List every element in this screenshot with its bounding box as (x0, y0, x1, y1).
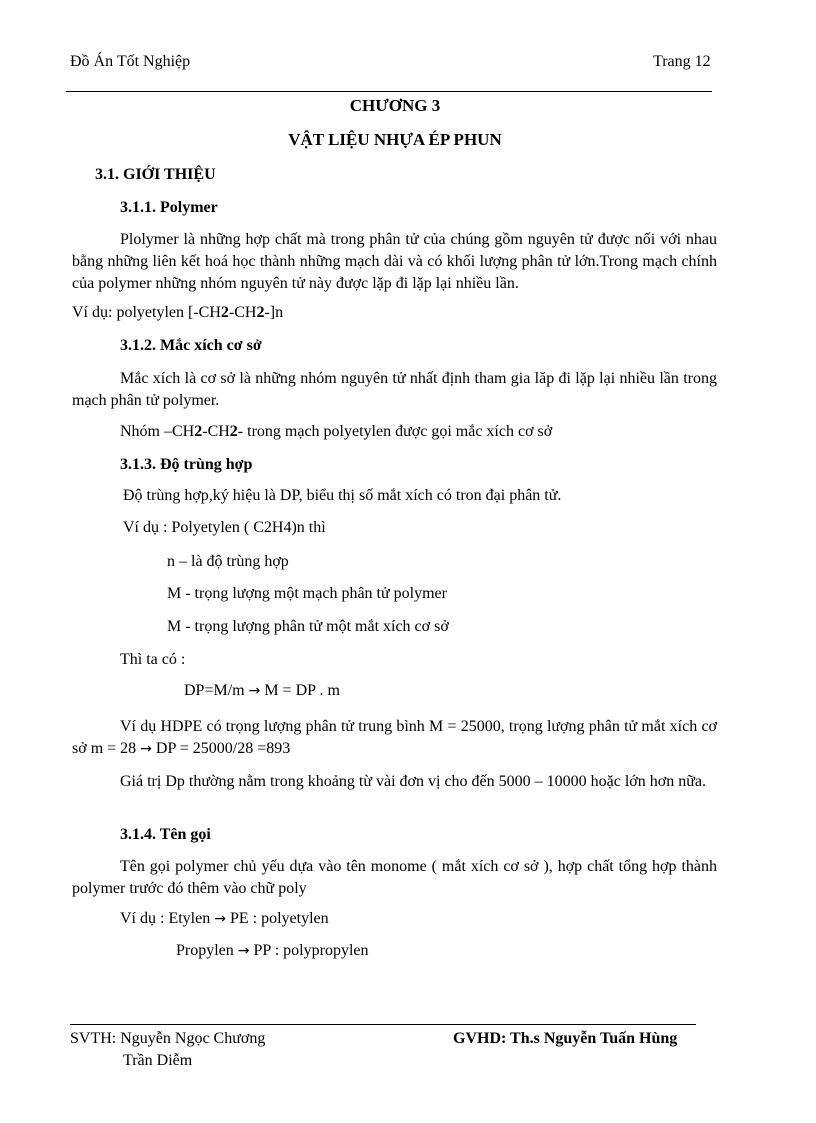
subsection-heading-polymer: 3.1.1. Polymer (120, 199, 218, 216)
footer-student-2: Trần Diễm (123, 1052, 193, 1069)
dp-range: Giá trị Dp thường nằm trong khoảng từ vài đơn vị cho đến 5000 – 10000 hoặc lớn hơn nữa. (120, 773, 706, 790)
subsection-heading-monomer: 3.1.2. Mắc xích cơ sở (120, 337, 262, 354)
subsection-heading-naming: 3.1.4. Tên gọi (120, 826, 211, 843)
dp-hdpe-example: Ví dụ HDPE có trọng lượng phân tử trung bình M = 25000, trọng lượng phân tử mắt xích cơ sở m = 28 → DP = 25000/28 =893 (72, 718, 717, 757)
monomer-definition: Mắc xích là cơ sở là những nhóm nguyên tử nhất định tham gia lăp đi lặp lại nhiều lần trong mạch phân tử polymer. (72, 370, 717, 409)
footer-rule (70, 1024, 696, 1025)
naming-definition: Tên gọi polymer chủ yếu dựa vào tên monome ( mắt xích cơ sở ), hợp chất tổng hợp thành polymer trước đó thêm vào chữ poly (72, 858, 717, 897)
header-rule (66, 91, 712, 92)
dp-list-item-3: M - trọng lượng phân tử một mắt xích cơ sở (167, 618, 449, 635)
dp-formula: DP=M/m → M = DP . m (184, 682, 340, 699)
subsection-heading-dp: 3.1.3. Độ trùng hợp (120, 456, 253, 473)
polymer-definition: Plolymer là những hợp chất mà trong phân tử của chúng gồm nguyên tử được nối với nhau bằng những liên kết hoá học thành những mạch dài và có khối lượng phân tử lớn.Trong mạch chính của polymer những nhóm nguyên tử này được lặp đi lặp lại nhiều lần. (72, 231, 717, 292)
polymer-example: Ví dụ: polyetylen [-CH2-CH2-]n (72, 304, 284, 321)
monomer-example: Nhóm –CH2-CH2- trong mạch polyetylen được gọi mắc xích cơ sở (120, 423, 553, 440)
arrow-right-icon: → (140, 741, 152, 757)
header-title: Đồ Án Tốt Nghiệp (70, 53, 191, 70)
chapter-number: CHƯƠNG 3 (349, 96, 441, 115)
section-heading: 3.1. GIỚI THIỆU (95, 166, 216, 183)
arrow-right-icon: → (248, 683, 261, 699)
footer-student-1: SVTH: Nguyễn Ngọc Chương (70, 1030, 266, 1047)
arrow-right-icon: → (237, 943, 250, 959)
dp-example: Ví dụ : Polyetylen ( C2H4)n thì (123, 519, 326, 536)
chapter-title: VẬT LIỆU NHỰA ÉP PHUN (288, 130, 502, 149)
dp-list-item-2: M - trọng lượng một mạch phân tử polymer (167, 585, 447, 602)
page-number: Trang 12 (653, 53, 711, 70)
arrow-right-icon: → (214, 911, 226, 927)
dp-definition: Độ trùng hợp,ký hiệu là DP, biểu thị số mắt xích có tron đại phân tử. (123, 487, 562, 504)
dp-then: Thì ta có : (120, 651, 186, 668)
naming-example-1: Ví dụ : Etylen → PE : polyetylen (120, 910, 329, 927)
naming-example-2: Propylen → PP : polypropylen (176, 942, 369, 959)
footer-advisor: GVHD: Th.s Nguyễn Tuấn Hùng (453, 1030, 678, 1047)
dp-list-item-1: n – là độ trùng hợp (167, 553, 289, 570)
